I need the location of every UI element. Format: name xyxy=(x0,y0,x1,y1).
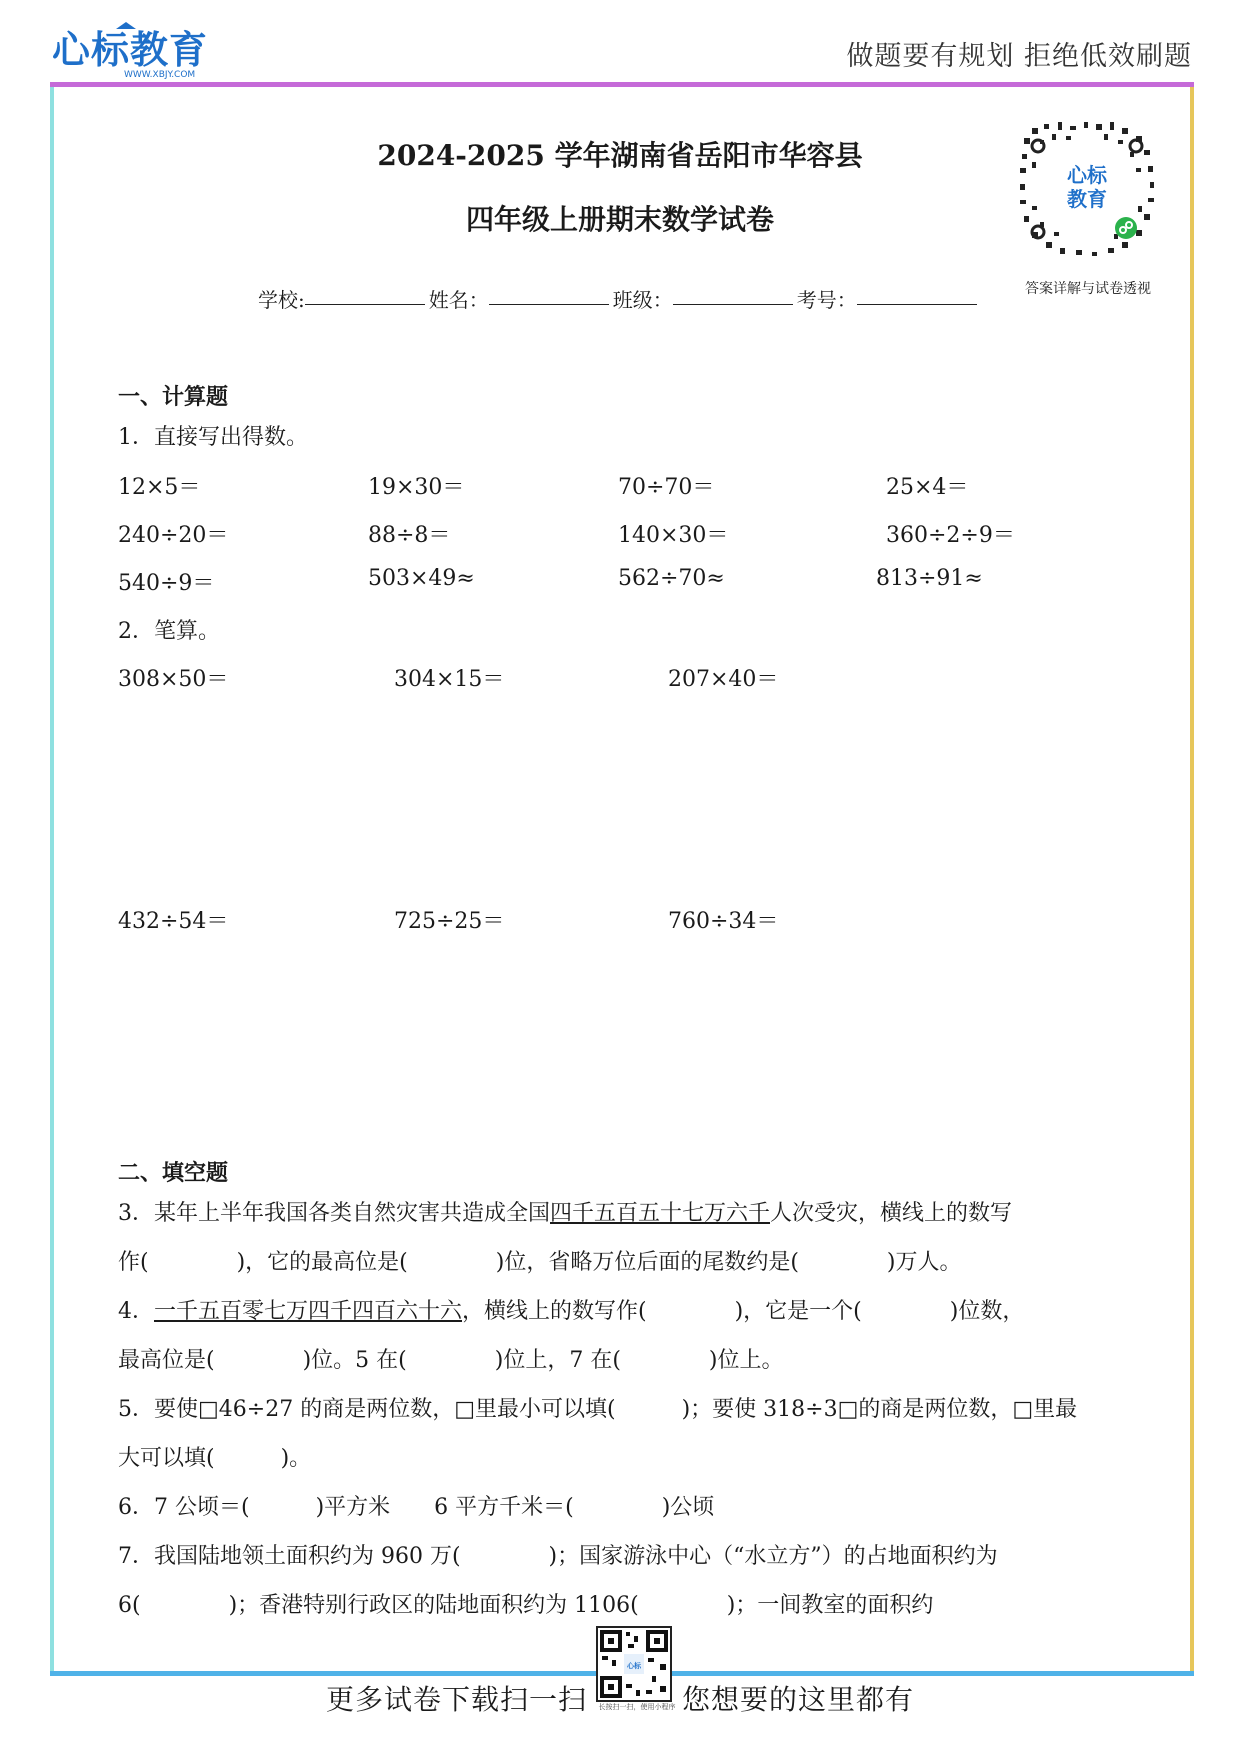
left-border xyxy=(50,87,54,1673)
written-calc-item: 725÷25＝ xyxy=(394,909,505,934)
field-id-label: 考号： xyxy=(796,288,857,312)
question-7-line2: 6( )；香港特别行政区的陆地面积约为 1106( )；一间教室的面积约 xyxy=(118,1593,934,1618)
student-info-fields xyxy=(258,284,981,313)
field-class-blank[interactable] xyxy=(673,284,793,305)
footer-left-text: 更多试卷下载扫一扫 xyxy=(326,1683,588,1716)
calc-item: 540÷9＝ xyxy=(118,571,215,596)
question-7-line1: 7．我国陆地领土面积约为 960 万( )；国家游泳中心（“水立方”）的占地面积约为 xyxy=(118,1544,998,1569)
calc-item: 19×30＝ xyxy=(368,475,465,500)
written-calc-item: 207×40＝ xyxy=(668,667,779,692)
calc-item: 503×49≈ xyxy=(368,566,475,591)
brand-logo xyxy=(52,30,208,80)
field-class-label: 班级： xyxy=(612,288,673,312)
question-3-line1: 3．某年上半年我国各类自然灾害共造成全国四千五百五十七万六千人次受灾，横线上的数写 xyxy=(118,1201,1013,1226)
question-4-line2: 最高位是( )位。5 在( )位上，7 在( )位上。 xyxy=(118,1348,784,1373)
calc-item: 88÷8＝ xyxy=(368,523,451,548)
header-slogan: 做题要有规划 拒绝低效刷题 xyxy=(846,41,1192,72)
field-school-blank[interactable] xyxy=(305,284,425,305)
section-heading: 一、计算题 xyxy=(118,385,229,410)
question-label: 1．直接写出得数。 xyxy=(118,425,308,450)
underlined-number: 一千五百零七万四千四百六十六 xyxy=(154,1299,463,1324)
written-calc-item: 760÷34＝ xyxy=(668,909,779,934)
field-id-blank[interactable] xyxy=(857,284,977,305)
question-4-line1: 4．一千五百零七万四千四百六十六，横线上的数写作( )，它是一个( )位数， xyxy=(118,1299,1025,1324)
question-6: 6．7 公顷＝( )平方米 6 平方千米＝( )公顷 xyxy=(118,1495,715,1520)
logo-text: 心标教育 xyxy=(52,28,209,72)
logo-url: WWW.XBJY.COM xyxy=(124,70,196,80)
exam-title-line1: 2024-2025 学年湖南省岳阳市华容县 xyxy=(377,139,863,172)
question-5-line2: 大可以填( )。 xyxy=(118,1446,312,1471)
footer-qr-caption: 长按扫一扫，使用小程序 xyxy=(598,1703,676,1711)
qr-code-icon[interactable] xyxy=(1018,120,1156,258)
calc-item: 140×30＝ xyxy=(618,523,729,548)
written-calc-item: 432÷54＝ xyxy=(118,909,229,934)
svg-text:心标: 心标 xyxy=(1067,163,1107,187)
field-school-label: 学校: xyxy=(258,288,305,312)
calc-item: 562÷70≈ xyxy=(618,566,725,591)
calc-item: 25×4＝ xyxy=(886,475,969,500)
right-border xyxy=(1190,87,1194,1673)
exam-title-line2: 四年级上册期末数学试卷 xyxy=(465,203,774,236)
calc-item: 70÷70＝ xyxy=(618,475,715,500)
svg-text:心标: 心标 xyxy=(627,1662,641,1670)
field-name-blank[interactable] xyxy=(489,284,609,305)
calc-item: 360÷2÷9＝ xyxy=(886,523,1015,548)
qr-label: 答案详解与试卷透视 xyxy=(1025,281,1151,297)
calc-item: 12×5＝ xyxy=(118,475,201,500)
calc-item: 240÷20＝ xyxy=(118,523,229,548)
section-heading: 二、填空题 xyxy=(118,1161,229,1186)
top-border xyxy=(50,82,1194,87)
question-5-line1: 5．要使□46÷27 的商是两位数，□里最小可以填( )；要使 318÷3□的商是两位数，□里最 xyxy=(118,1397,1078,1422)
question-label: 2．笔算。 xyxy=(118,619,220,644)
written-calc-item: 304×15＝ xyxy=(394,667,505,692)
footer-right-text: 您想要的这里都有 xyxy=(682,1683,915,1716)
written-calc-item: 308×50＝ xyxy=(118,667,229,692)
footer-qr-code-icon[interactable] xyxy=(596,1626,672,1702)
underlined-number: 四千五百五十七万六千 xyxy=(550,1201,771,1226)
question-3-line2: 作( )，它的最高位是( )位，省略万位后面的尾数约是( )万人。 xyxy=(118,1250,962,1275)
calc-item: 813÷91≈ xyxy=(876,566,983,591)
field-name-label: 姓名： xyxy=(428,288,489,312)
graduation-cap-icon xyxy=(116,22,136,29)
svg-text:教育: 教育 xyxy=(1067,187,1107,211)
